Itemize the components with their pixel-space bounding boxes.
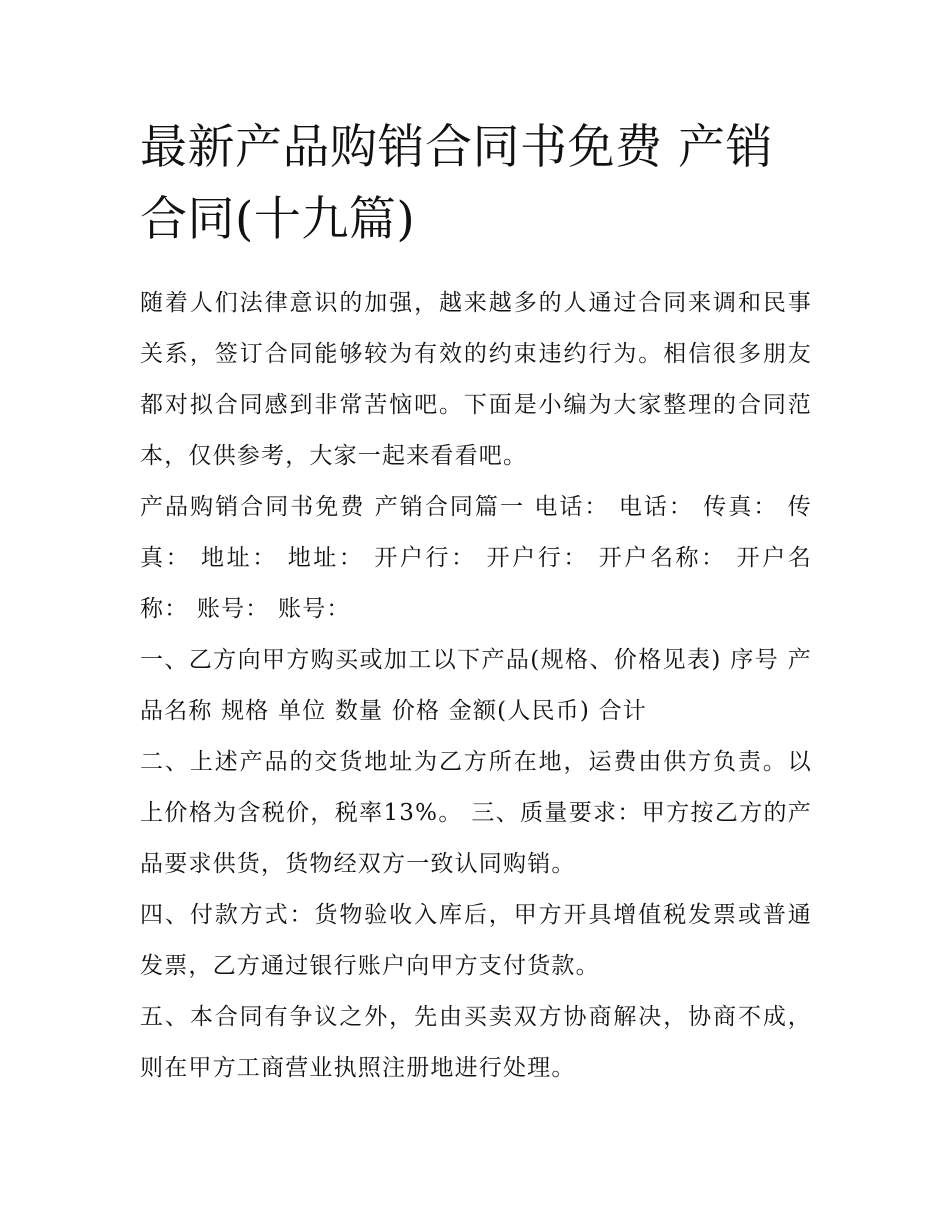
document-content — [140, 112, 812, 1094]
paragraph-clause-1: 一、乙方向甲方购买或加工以下产品(规格、价格见表) 序号 产品名称 规格 单位 数量 价格 金额(人民币) 合计 — [140, 647, 812, 724]
paragraph-intro: 随着人们法律意识的加强，越来越多的人通过合同来调和民事关系，签订合同能够较为有效的约束违约行为。相信很多朋友都对拟合同感到非常苦恼吧。下面是小编为大家整理的合同范本，仅供参考，大家一起来看看吧。 — [140, 290, 812, 469]
document-title: 最新产品购销合同书免费 产销合同(十九篇) — [140, 120, 773, 247]
paragraph-clause-4: 四、付款方式：货物验收入库后，甲方开具增值税发票或普通发票，乙方通过银行账户向甲方支付货款。 — [140, 902, 812, 979]
document-body — [140, 278, 812, 1094]
paragraph-clause-2-3: 二、上述产品的交货地址为乙方所在地，运费由供方负责。以上价格为含税价，税率13%。 三、质量要求：甲方按乙方的产品要求供货，货物经双方一致认同购销。 — [140, 749, 812, 877]
paragraph-contact-fields: 产品购销合同书免费 产销合同篇一 电话： 电话： 传真： 传真： 地址： 地址： 开户行： 开户行： 开户名称： 开户名称： 账号： 账号： — [140, 494, 812, 622]
paragraph-clause-5: 五、本合同有争议之外，先由买卖双方协商解决，协商不成，则在甲方工商营业执照注册地进行处理。 — [140, 1004, 812, 1081]
